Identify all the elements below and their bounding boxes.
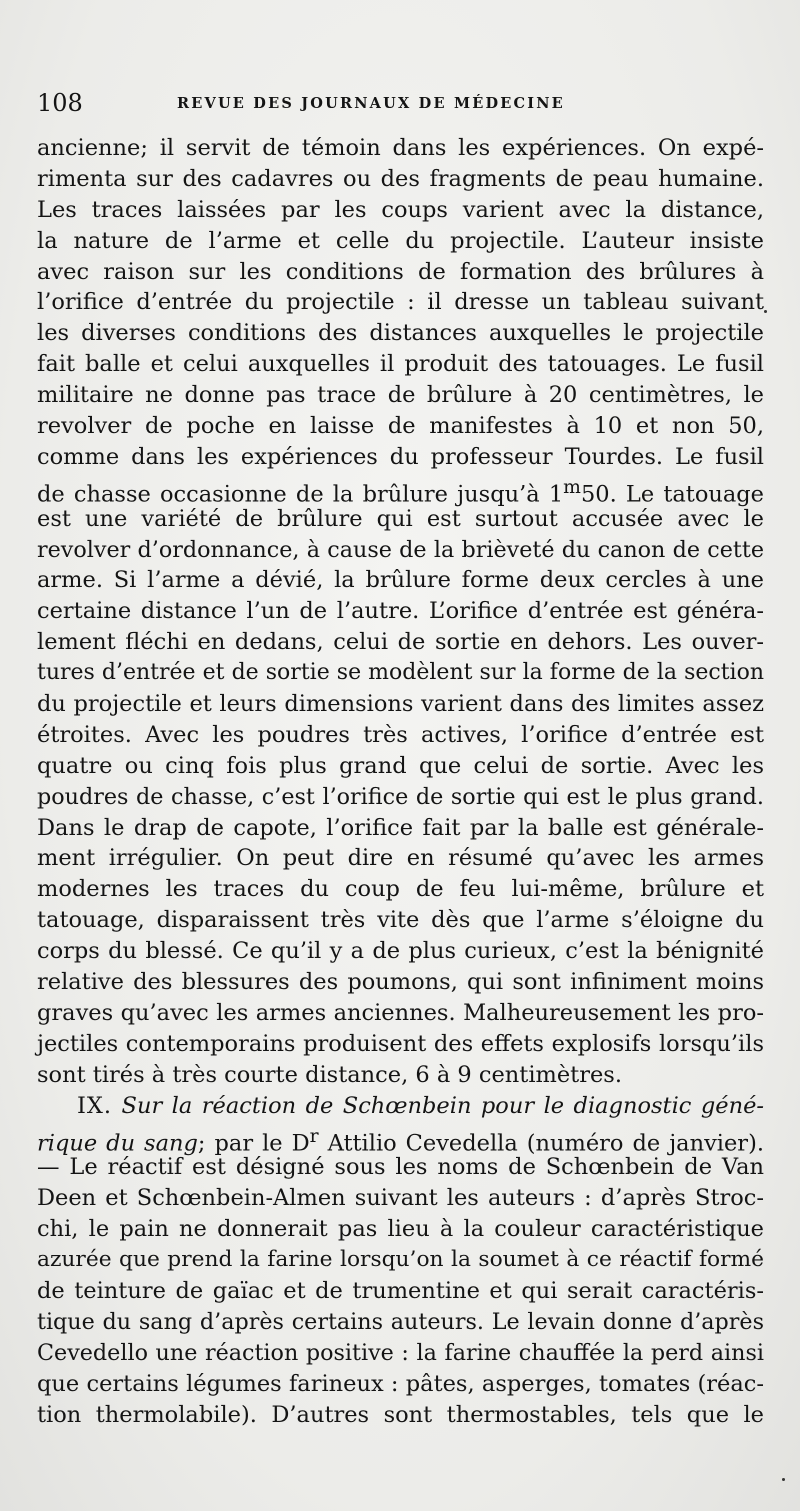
page-number: 108	[37, 89, 83, 117]
text-line: revolver de poche en laisse de manifestes à 10 et non 50,	[37, 413, 764, 440]
text-line: les diverses conditions des distances auxquelles le projectile	[37, 320, 764, 347]
text-line: revolver d’ordonnance, à cause de la brièveté du canon de cette	[37, 536, 764, 563]
text-line: modernes les traces du coup de feu lui-même, brûlure et	[37, 876, 764, 903]
text-line: tures d’entrée et de sortie se modèlent sur la forme de la section	[37, 660, 764, 686]
article-title: rique du sang	[37, 1130, 198, 1156]
text-line: corps du blessé. Ce qu’il y a de plus curieux, c’est la bénignité	[37, 938, 764, 965]
superscript-abbrev: r	[309, 1125, 319, 1147]
text-line: avec raison sur les conditions de formation des brûlures à	[37, 258, 764, 285]
text-segment: 50. Le tatouage	[580, 481, 764, 508]
text-segment: ; par le D	[197, 1130, 310, 1156]
text-line: arme. Si l’arme a dévié, la brûlure forme deux cercles à une	[37, 567, 764, 594]
text-line: azurée que prend la farine lorsqu’on la soumet à ce réactif formé	[37, 1247, 764, 1273]
section-heading-line	[37, 1122, 764, 1156]
text-line: relative des blessures des poumons, qui sont infiniment moins	[37, 969, 764, 996]
text-line: Cevedello une réaction positive : la farine chauffée la perd ainsi	[37, 1339, 764, 1366]
running-head	[37, 88, 777, 118]
article-text	[37, 133, 764, 1430]
text-line: étroites. Avec les poudres très actives, l’orifice d’entrée est	[37, 721, 764, 748]
section-number: IX.	[77, 1092, 113, 1119]
text-line: tatouage, disparaissent très vite dès que l’arme s’éloigne du	[37, 907, 764, 934]
text-line: graves qu’avec les armes anciennes. Malheureusement les pro-	[37, 999, 764, 1026]
text-line: tion thermolabile). D’autres sont thermostables, tels que le	[37, 1401, 764, 1428]
text-line: de teinture de gaïac et de trumentine et qui serait caractéris-	[37, 1277, 764, 1304]
text-line: du projectile et leurs dimensions varient dans des limites assez	[37, 691, 764, 718]
print-speck	[782, 1478, 785, 1481]
superscript-unit: m	[563, 476, 581, 498]
text-line: que certains légumes farineux : pâtes, asperges, tomates (réac-	[37, 1370, 764, 1397]
text-line: la nature de l’arme et celle du projectile. L’auteur insiste	[37, 227, 764, 254]
print-speck	[764, 310, 767, 313]
text-line: lement fléchi en dedans, celui de sortie en dehors. Les ouver-	[37, 629, 764, 656]
text-line: ancienne; il servit de témoin dans les expériences. On expé-	[37, 135, 764, 161]
text-line: militaire ne donne pas trace de brûlure à 20 centimètres, le	[37, 382, 764, 409]
text-line: Deen et Schœnbein-Almen suivant les auteurs : d’après Stroc-	[37, 1185, 764, 1212]
text-line: sont tirés à très courte distance, 6 à 9 centimètres.	[37, 1061, 622, 1088]
text-line: — Le réactif est désigné sous les noms de Schœnbein de Van	[37, 1154, 764, 1181]
text-line: chi, le pain ne donnerait pas lieu à la couleur caractéristique	[37, 1216, 764, 1243]
text-line: est une variété de brûlure qui est surtout accusée avec le	[37, 505, 764, 532]
text-line: certaine distance l’un de l’autre. L’orifice d’entrée est généra-	[37, 598, 764, 625]
text-line: jectiles contemporains produisent des effets explosifs lorsqu’ils	[37, 1030, 764, 1057]
text-line: comme dans les expériences du professeur Tourdes. Le fusil	[37, 443, 764, 470]
text-line: Les traces laissées par les coups varient avec la distance,	[37, 196, 764, 223]
article-title: Sur la réaction de Schœnbein pour le diagnostic géné-	[121, 1092, 764, 1119]
text-segment: Attilio Cevedella (numéro de janvier).	[318, 1130, 764, 1156]
text-line: l’orifice d’entrée du projectile : il dresse un tableau suivant	[37, 289, 764, 316]
text-line: rimenta sur des cadavres ou des fragments de peau humaine.	[37, 165, 764, 192]
text-line: Dans le drap de capote, l’orifice fait par la balle est générale-	[37, 814, 764, 841]
text-segment: de chasse occasionne de la brûlure jusqu’à 1	[37, 481, 564, 508]
text-line: quatre ou cinq fois plus grand que celui de sortie. Avec les	[37, 752, 764, 779]
text-line: fait balle et celui auxquelles il produit des tatouages. Le fusil	[37, 351, 764, 378]
journal-title: REVUE DES JOURNAUX DE MÉDECINE	[177, 95, 565, 112]
text-line	[37, 473, 764, 508]
text-line: ment irrégulier. On peut dire en résumé qu’avec les armes	[37, 845, 764, 872]
text-line: tique du sang d’après certains auteurs. Le levain donne d’après	[37, 1308, 764, 1335]
text-line: poudres de chasse, c’est l’orifice de sortie qui est le plus grand.	[37, 783, 764, 810]
section-heading-line	[37, 1091, 764, 1122]
